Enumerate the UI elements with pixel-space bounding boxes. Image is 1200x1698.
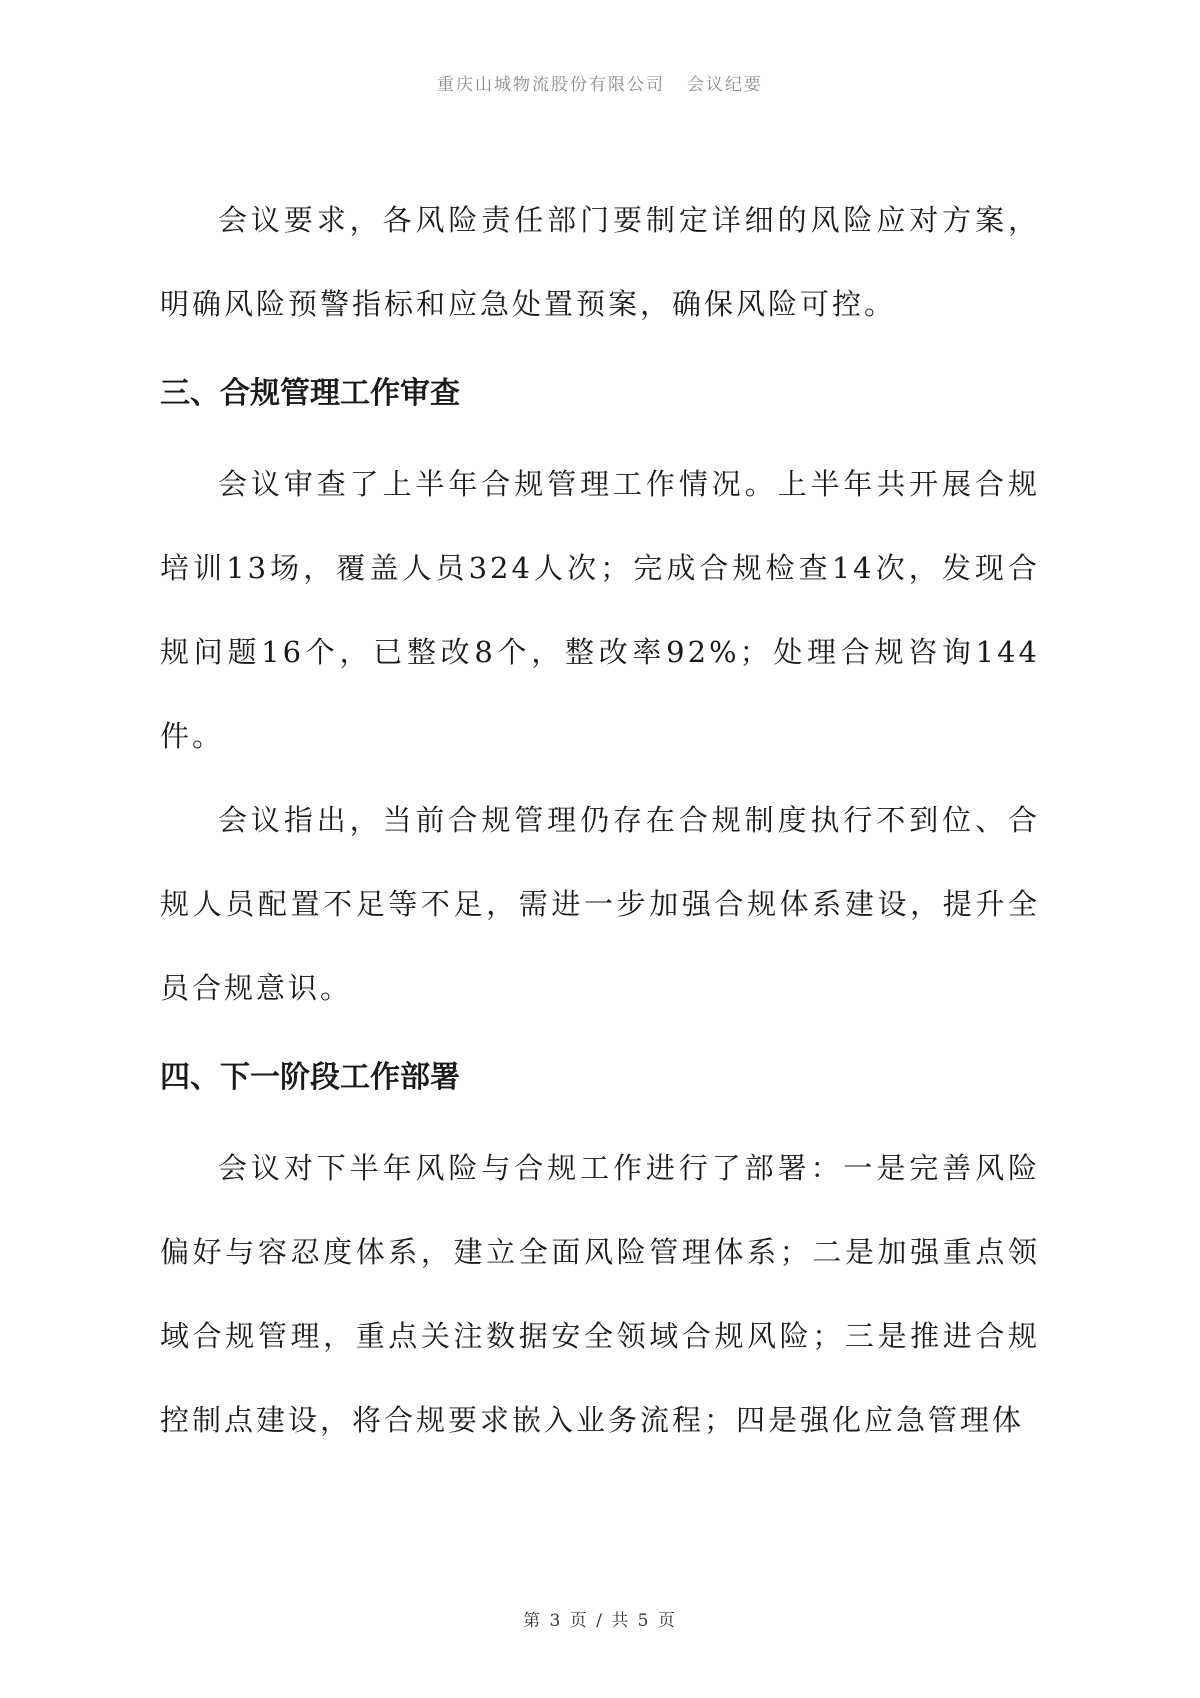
header-company: 重庆山城物流股份有限公司 (437, 75, 665, 95)
section-heading-compliance-review: 三、合规管理工作审查 (160, 376, 460, 411)
header-doc-type: 会议纪要 (687, 75, 763, 95)
paragraph-risk-plan: 会议要求，各风险责任部门要制定详细的风险应对方案，明确风险预警指标和应急处置预案，确保风险可控。 (160, 203, 1040, 321)
section-heading-next-steps: 四、下一阶段工作部署 (160, 1060, 460, 1095)
document-body (160, 178, 1040, 1462)
page-number: 第 3 页 / 共 5 页 (523, 1611, 677, 1631)
paragraph-compliance-issues: 会议指出，当前合规管理仍存在合规制度执行不到位、合规人员配置不足等不足，需进一步加强合规体系建设，提升全员合规意识。 (160, 803, 1040, 1005)
paragraph-work-plan: 会议对下半年风险与合规工作进行了部署：一是完善风险偏好与容忍度体系，建立全面风险管理体系；二是加强重点领域合规管理，重点关注数据安全领域合规风险；三是推进合规控制点建设，将合规要求嵌入业务流程；四是强化应急管理体 (160, 1151, 1040, 1437)
page-header (0, 70, 1200, 95)
paragraph-compliance-stats: 会议审查了上半年合规管理工作情况。上半年共开展合规培训13场，覆盖人员324人次；完成合规检查14次，发现合规问题16个，已整改8个，整改率92%；处理合规咨询144件。 (160, 467, 1040, 753)
